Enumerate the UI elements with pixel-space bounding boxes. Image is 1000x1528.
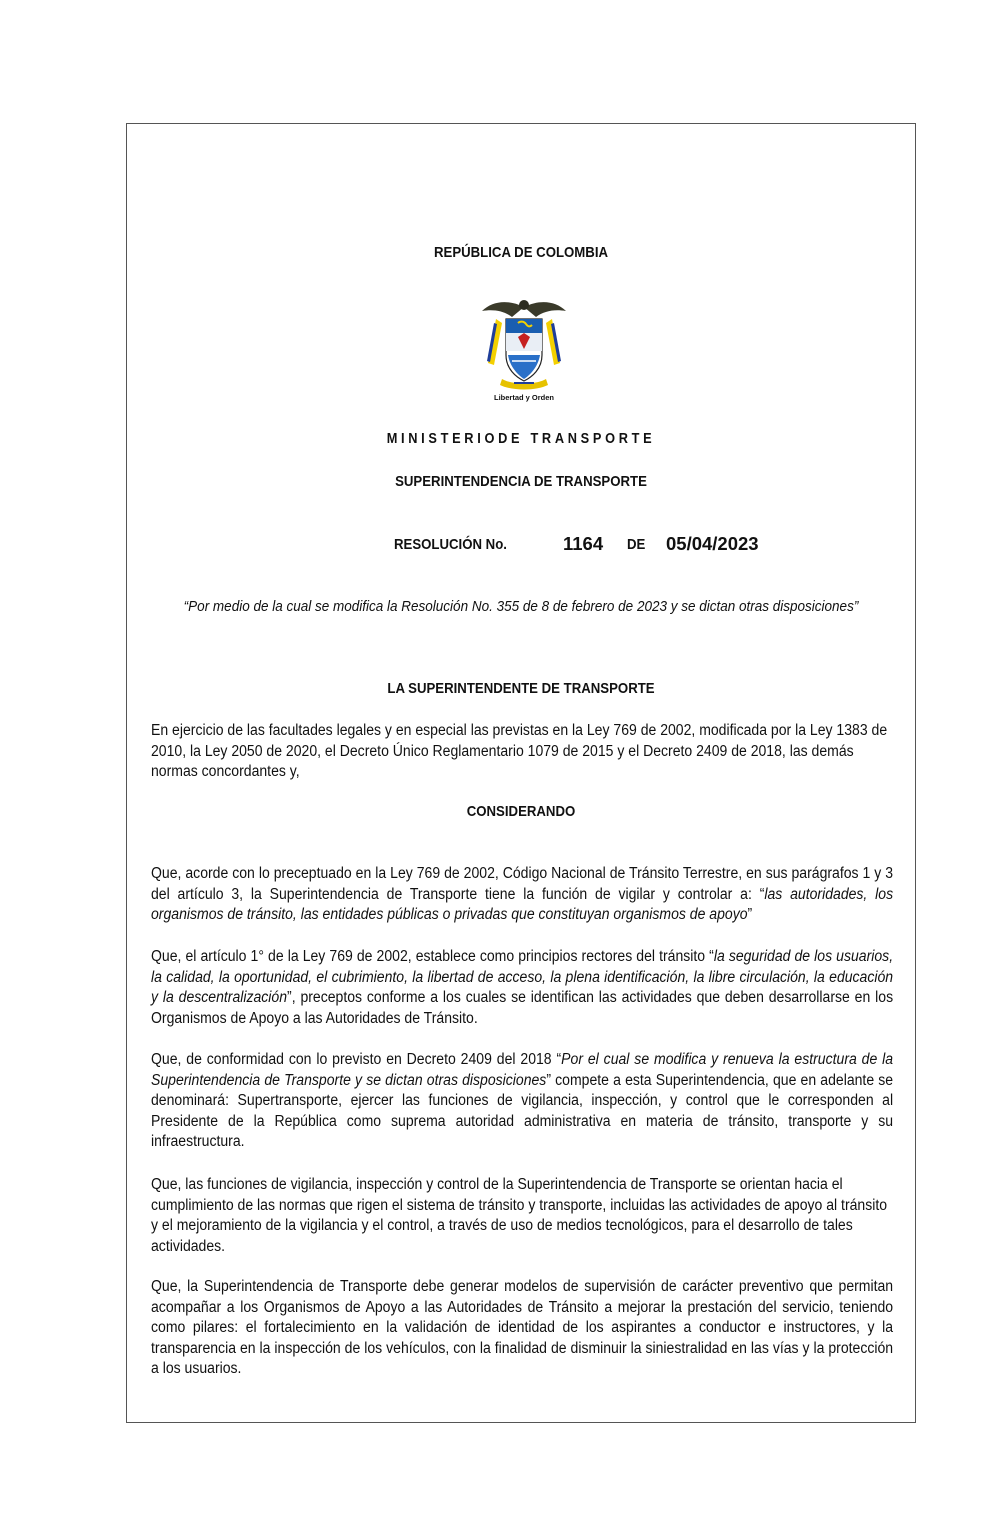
paragraph-text: ” [747,906,753,924]
ministry-heading: MINISTERIODE TRANSPORTE [386,431,656,447]
authority-heading: LA SUPERINTENDENTE DE TRANSPORTE [387,680,655,697]
resolution-de: DE [627,536,646,553]
resolution-date: 05/04/2023 [666,533,759,554]
considerando-paragraph-5: Que, la Superintendencia de Transporte debe generar modelos de supervisión de carácter preventivo que permitan acompañar a los Organismos de Apoyo a las Autoridades de Tránsito a mejorar la prestación del servicio, teniendo como pilares: el fortalecimiento en la validación de identidad de los aspirantes a conductor e instructores, y la transparencia en la inspección de los vehículos, con la finalidad de disminuir la siniestralidad en las vías y la protección a los usuarios. [151,1278,894,1378]
paragraph-text: Que, de conformidad con lo previsto en Decreto 2409 del 2018 “ [151,1051,562,1068]
resolution-label: RESOLUCIÓN No. [394,536,507,553]
country-heading: REPÚBLICA DE COLOMBIA [433,244,609,261]
paragraph-text: ”, preceptos conforme a los cuales se identifican las actividades que deben desarrollarse en los Organismos de Apoyo a las Autoridades de Tránsito. [151,989,894,1027]
paragraph-quote: la seguridad de los usuarios, la calidad, la oportunidad, el cubrimiento, la libertad de acceso, la plena identificación, la libre circulación, la educación y la descentralización [151,948,894,1007]
paragraph-text: ” compete a esta Superintendencia, que en adelante se denominará: Supertransporte, ejercer las funciones de vigilancia, inspección, y control que le corresponden al Presidente de la República como suprema autoridad administrativa en materia de tránsito, transporte y su infraestructura. [151,1071,894,1151]
paragraph-quote: las autoridades, los organismos de tránsito, las entidades públicas o privadas que constituyan organismos de apoyo [151,885,894,924]
resolution-number: 1164 [563,533,604,554]
considerando-paragraph-2 [151,947,893,1029]
crest-motto: Libertad y Orden [493,393,554,402]
coat-of-arms-icon [478,293,570,405]
paragraph-text: Que, el artículo 1° de la Ley 769 de 2002, establece como principios rectores del tránsito “ [151,948,714,965]
considerando-paragraph-1 [151,864,893,926]
considerando-paragraph-4: Que, las funciones de vigilancia, inspección y control de la Superintendencia de Transporte se orientan hacia el cumplimiento de las normas que rigen el sistema de tránsito y transporte, incluidas las actividades de apoyo al tránsito y el mejoramiento de la vigilancia y el control, a través de uso de medios tecnológicos, para el desarrollo de tales actividades. [151,1176,888,1255]
paragraph-quote: Por el cual se modifica y renueva la estructura de la Superintendencia de Transporte y se dictan otras disposiciones [151,1051,894,1089]
resolution-subtitle: “Por medio de la cual se modifica la Resolución No. 355 de 8 de febrero de 2023 y se dictan otras disposiciones” [183,598,859,615]
considerando-paragraph-3 [151,1050,893,1153]
paragraph-text: Que, acorde con lo preceptuado en la Ley 769 de 2002, Código Nacional de Tránsito Terrestre, en sus parágrafos 1 y 3 del artículo 3, la Superintendencia de Transporte tiene la función de vigilar y controlar a: “ [151,865,894,903]
intro-paragraph: En ejercicio de las facultades legales y en especial las previstas en la Ley 769 de 2002, modificada por la Ley 1383 de 2010, la Ley 2050 de 2020, el Decreto Único Reglamentario 1079 de 2015 y el Decreto 2409 de 2018, las demás normas concordantes y, [151,722,888,781]
considerando-heading: CONSIDERANDO [466,803,576,820]
superintendency-heading: SUPERINTENDENCIA DE TRANSPORTE [395,473,647,490]
